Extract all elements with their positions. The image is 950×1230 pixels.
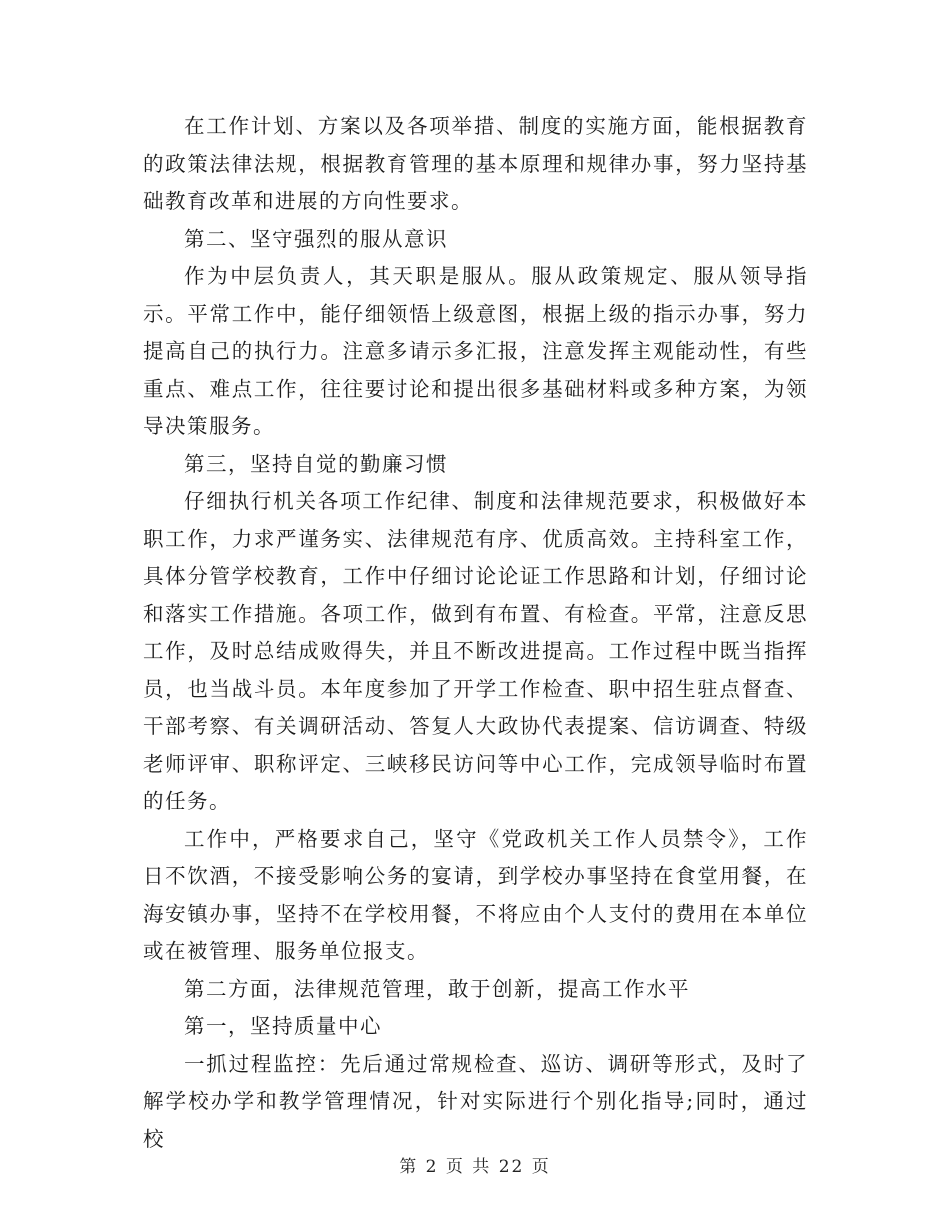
paragraph: 仔细执行机关各项工作纪律、制度和法律规范要求，积极做好本职工作，力求严谨务实、法律规范有序、优质高效。主持科室工作，具体分管学校教育，工作中仔细讨论论证工作思路和计划，仔细讨论和落实工作措施。各项工作，做到有布置、有检查。平常，注意反思工作，及时总结成败得失，并且不断改进提高。工作过程中既当指挥员，也当战斗员。本年度参加了开学工作检查、职中招生驻点督查、干部考察、有关调研活动、答复人大政协代表提案、信访调查、特级老师评审、职称评定、三峡移民访问等中心工作，完成领导临时布置的任务。 xyxy=(143,489,808,813)
page-number-footer: 第 2 页 共 22 页 xyxy=(399,1157,551,1177)
paragraph: 在工作计划、方案以及各项举措、制度的实施方面，能根据教育的政策法律法规，根据教育管理的基本原理和规律办事，努力坚持基础教育改革和进展的方向性要求。 xyxy=(143,114,808,213)
paragraph: 工作中，严格要求自己，坚守《党政机关工作人员禁令》，工作日不饮酒，不接受影响公务的宴请，到学校办事坚持在食堂用餐，在海安镇办事，坚持不在学校用餐，不将应由个人支付的费用在本单位或在被管理、服务单位报支。 xyxy=(143,826,808,963)
paragraph: 一抓过程监控：先后通过常规检查、巡访、调研等形式，及时了解学校办学和教学管理情况，针对实际进行个别化指导;同时，通过校 xyxy=(143,1051,808,1151)
document-body xyxy=(143,108,808,1158)
section-heading: 第三，坚持自觉的勤廉习惯 xyxy=(184,451,448,476)
section-heading: 第二、坚守强烈的服从意识 xyxy=(184,226,448,251)
section-heading: 第二方面，法律规范管理，敢于创新，提高工作水平 xyxy=(184,976,690,1001)
paragraph: 作为中层负责人，其天职是服从。服从政策规定、服从领导指示。平常工作中，能仔细领悟上级意图，根据上级的指示办事，努力提高自己的执行力。注意多请示多汇报，注意发挥主观能动性，有些重点、难点工作，往往要讨论和提出很多基础材料或多种方案，为领导决策服务。 xyxy=(143,264,808,438)
section-heading: 第一，坚持质量中心 xyxy=(184,1014,382,1038)
